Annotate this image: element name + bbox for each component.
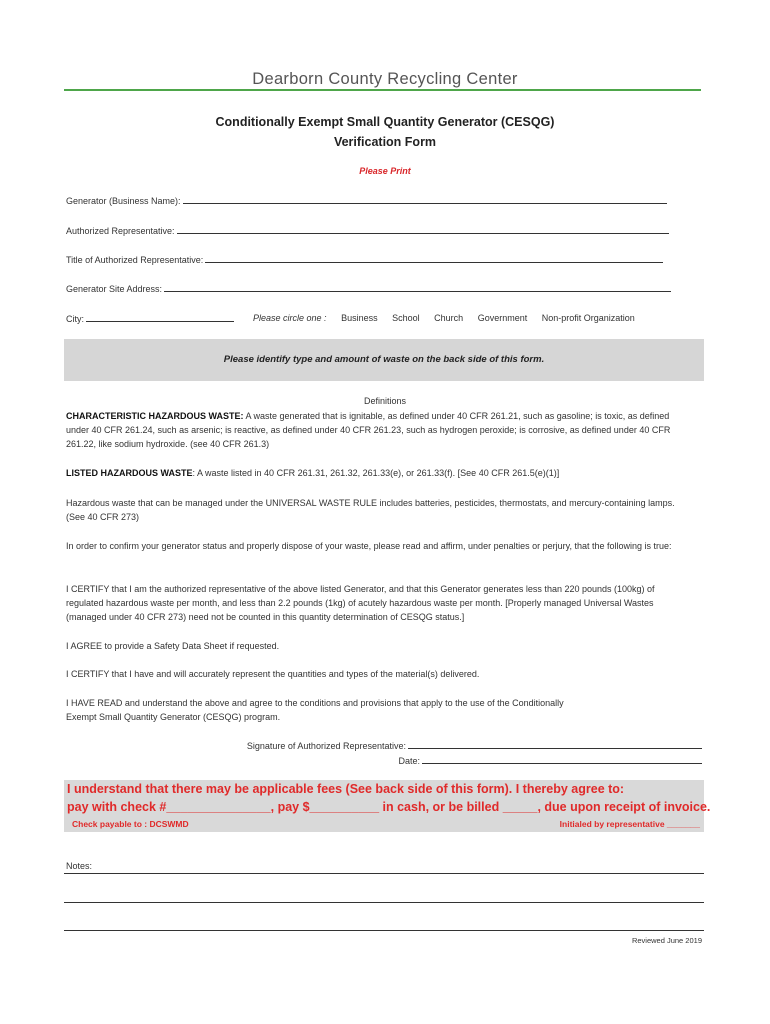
organization-type-selector: [253, 313, 647, 323]
city-blank[interactable]: [86, 313, 234, 322]
notes-line-2[interactable]: [64, 902, 704, 903]
initialed-by-rep[interactable]: Initialed by representative _______: [559, 819, 700, 829]
listed-term: LISTED HAZARDOUS WASTE: [66, 468, 193, 478]
confirm-statement: In order to confirm your generator status and properly dispose of your waste, please read and affirm, under penalties or perjury, that the following is true:: [66, 541, 672, 551]
agree-sds-statement: I AGREE to provide a Safety Data Sheet if requested.: [66, 641, 280, 651]
form-title: [0, 112, 770, 152]
universal-waste-note: Hazardous waste that can be managed under the UNIVERSAL WASTE RULE includes batteries, pesticides, thermostats, and mercury-containing lamps. (See 40 CFR 273): [66, 498, 675, 522]
characteristic-waste-definition: [66, 409, 686, 451]
org-type-business[interactable]: Business: [341, 313, 378, 323]
authorized-rep-field[interactable]: [66, 225, 669, 236]
date-field[interactable]: [398, 755, 702, 766]
site-address-blank[interactable]: [164, 283, 671, 292]
listed-waste-definition: [66, 466, 686, 480]
waste-instruction-banner: [64, 339, 704, 381]
have-read-statement: I HAVE READ and understand the above and agree to the conditions and provisions that apply to the use of the Conditionally Exempt Small Quantity Generator (CESQG) program.: [66, 698, 564, 722]
org-type-nonprofit[interactable]: Non-profit Organization: [541, 313, 635, 323]
signature-blank[interactable]: [408, 740, 702, 749]
circle-one-label: Please circle one :: [253, 313, 327, 323]
fees-line2[interactable]: pay with check #_______________, pay $__________ in cash, or be billed _____, due upon receipt of invoice.: [67, 800, 711, 814]
certify-quantities-statement: I CERTIFY that I have and will accurately represent the quantities and types of the material(s) delivered.: [66, 669, 480, 679]
title-rep-blank[interactable]: [205, 254, 663, 263]
authorized-rep-label: Authorized Representative:: [66, 226, 175, 236]
org-type-school[interactable]: School: [392, 313, 420, 323]
form-title-line2: Verification Form: [333, 135, 437, 149]
generator-blank[interactable]: [183, 195, 667, 204]
form-title-line1: Conditionally Exempt Small Quantity Generator (CESQG): [215, 115, 555, 129]
site-address-field[interactable]: [66, 283, 671, 294]
generator-field[interactable]: [66, 195, 667, 206]
fees-line1: I understand that there may be applicable fees (See back side of this form). I thereby agree to:: [67, 782, 625, 796]
date-blank[interactable]: [422, 755, 702, 764]
definitions-heading: Definitions: [363, 396, 407, 406]
site-address-label: Generator Site Address:: [66, 284, 163, 294]
please-print-note: Please Print: [359, 166, 411, 176]
signature-field[interactable]: [247, 740, 702, 751]
title-rep-field[interactable]: [66, 254, 663, 265]
generator-label: Generator (Business Name):: [66, 196, 181, 206]
city-field[interactable]: [66, 313, 234, 324]
listed-text: : A waste listed in 40 CFR 261.31, 261.32, 261.33(e), or 261.33(f). [See 40 CFR 261.5(e)(1)]: [192, 468, 560, 478]
authorized-rep-blank[interactable]: [177, 225, 669, 234]
notes-line-3[interactable]: [64, 930, 704, 931]
waste-instruction-text: Please identify type and amount of waste on the back side of this form.: [223, 354, 545, 365]
org-type-church[interactable]: Church: [434, 313, 464, 323]
fees-agreement-banner: [64, 780, 711, 832]
date-label: Date:: [398, 756, 420, 766]
characteristic-term: CHARACTERISTIC HAZARDOUS WASTE:: [66, 411, 244, 421]
reviewed-date: Reviewed June 2019: [631, 936, 702, 945]
notes-line-1[interactable]: [64, 873, 704, 874]
check-payable-note: Check payable to : DCSWMD: [72, 819, 189, 829]
title-rep-label: Title of Authorized Representative:: [66, 255, 204, 265]
organization-name: Dearborn County Recycling Center: [252, 70, 518, 88]
city-label: City:: [66, 314, 84, 324]
certify-generator-statement: I CERTIFY that I am the authorized representative of the above listed Generator, and that this Generator generates less than 220 pounds (100kg) of regulated hazardous waste per month, and less than 2.2 pounds (1kg) of acutely hazardous waste per month. [Properly managed Universal Wastes (managed under 40 CFR 273) need not be counted in this quantity determination of CESQG status.]: [66, 584, 655, 622]
characteristic-text: A waste generated that is ignitable, as defined under 40 CFR 261.21, such as gasoline; is toxic, as defined under 40 CFR 261.24, such as arsenic; is reactive, as defined under 40 CFR 261.23, such as hydrogen peroxide; is corrosive, as defined under 40 CFR 261.22, like sodium hydroxide. (see 40 CFR 261.3): [66, 411, 671, 449]
notes-label: Notes:: [66, 861, 93, 871]
header-divider: [64, 89, 701, 91]
signature-label: Signature of Authorized Representative:: [246, 741, 406, 751]
org-type-government[interactable]: Government: [477, 313, 528, 323]
